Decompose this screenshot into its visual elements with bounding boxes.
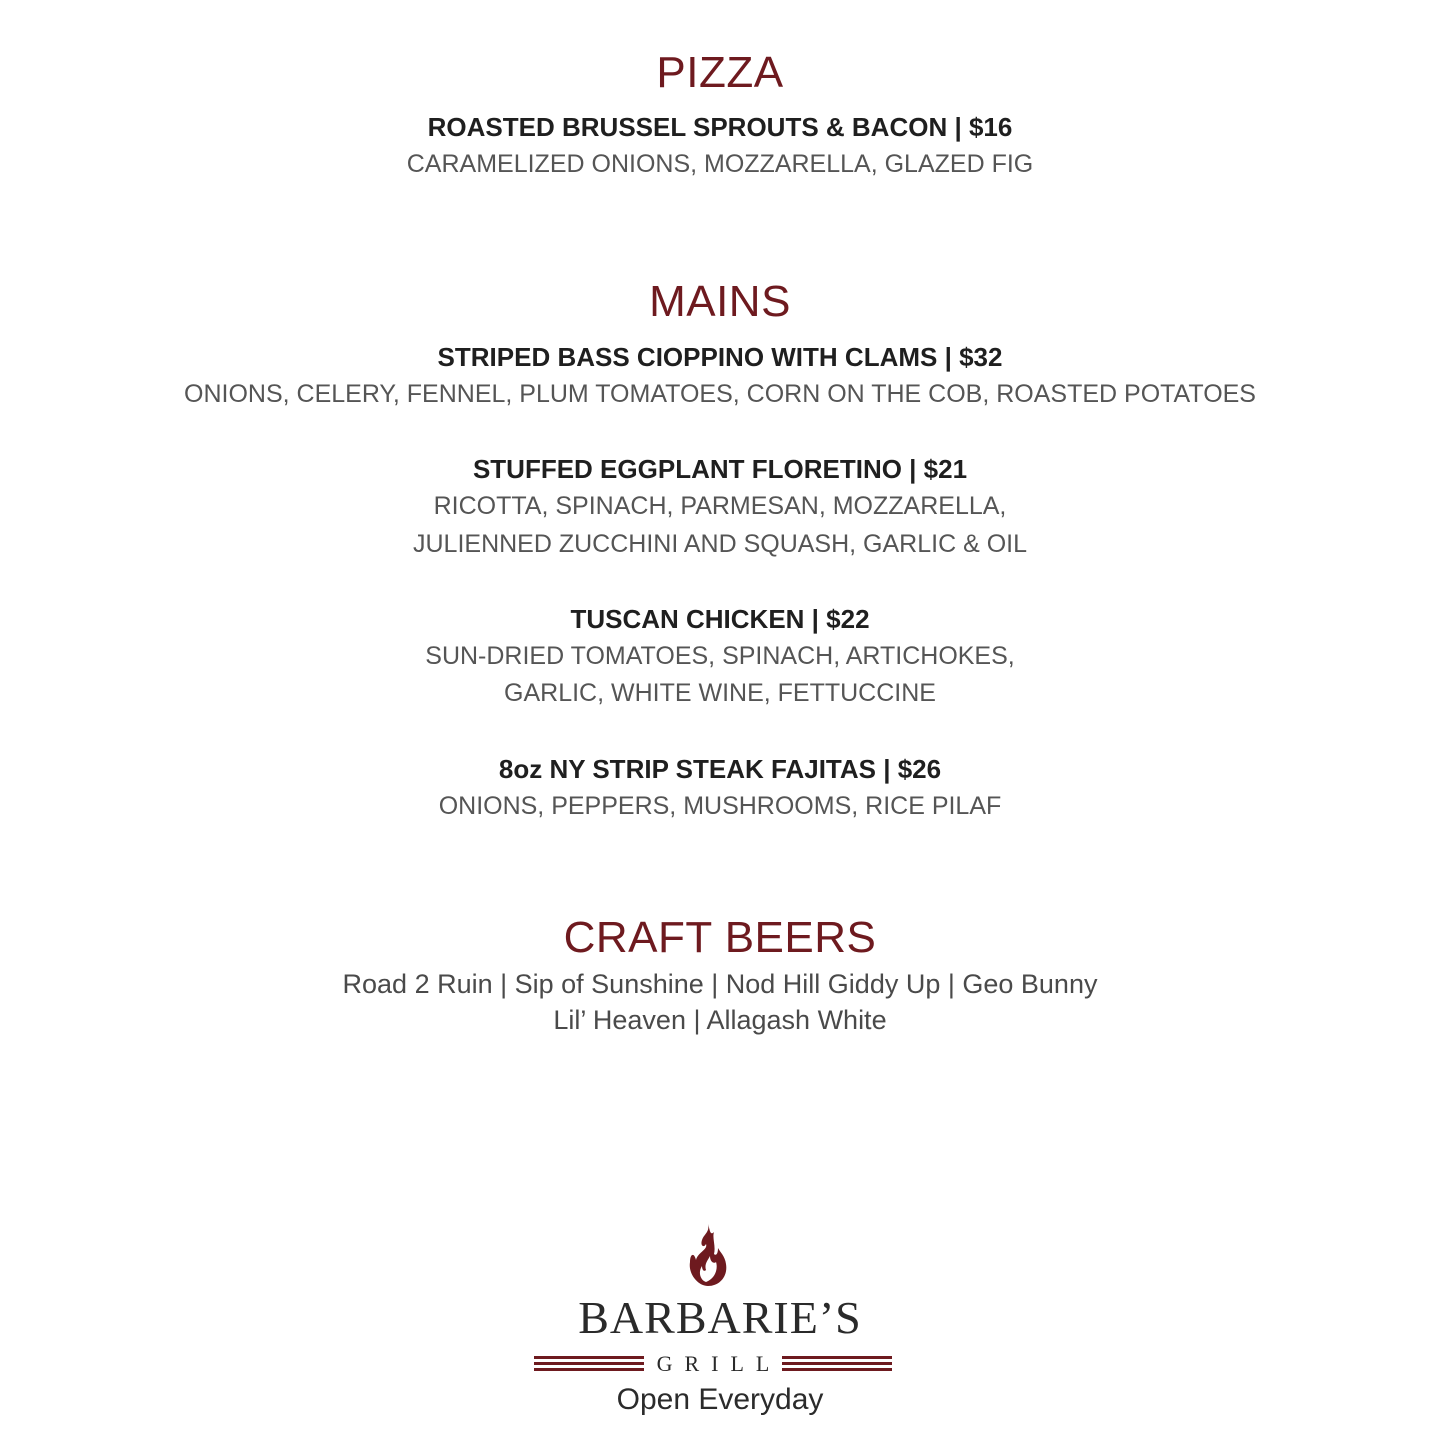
menu-item-name: 8oz NY STRIP STEAK FAJITAS | $26 [498, 754, 942, 784]
menu-item-name: ROASTED BRUSSEL SPROUTS & BACON | $16 [427, 112, 1013, 142]
brand-subtitle: GRILL [656, 1351, 782, 1376]
decorative-lines [782, 1356, 892, 1372]
menu-item-description: CARAMELIZED ONIONS, MOZZARELLA, GLAZED FIG [406, 150, 1034, 178]
beer-list-line: Road 2 Ruin | Sip of Sunshine | Nod Hill Giddy Up | Geo Bunny [342, 969, 1098, 999]
menu-item-name: STRIPED BASS CIOPPINO WITH CLAMS | $32 [437, 342, 1003, 372]
decorative-lines [534, 1356, 644, 1372]
menu-item-name: TUSCAN CHICKEN | $22 [570, 604, 870, 634]
brand-name: BARBARIE’S [578, 1292, 862, 1343]
menu-item-name: STUFFED EGGPLANT FLORETINO | $21 [472, 454, 968, 484]
menu-item-description: SUN-DRIED TOMATOES, SPINACH, ARTICHOKES, [425, 642, 1015, 670]
menu-item-description: ONIONS, PEPPERS, MUSHROOMS, RICE PILAF [438, 792, 1002, 820]
grill-wordmark [534, 1352, 892, 1376]
menu-item-description: GARLIC, WHITE WINE, FETTUCCINE [504, 679, 936, 707]
menu-item-description: JULIENNED ZUCCHINI AND SQUASH, GARLIC & OIL [412, 530, 1027, 558]
section-title-craft-beers: CRAFT BEERS [563, 913, 877, 962]
flame-icon [684, 1222, 732, 1288]
section-title-mains: MAINS [649, 277, 791, 326]
tagline: Open Everyday [616, 1383, 824, 1416]
menu-item-description: ONIONS, CELERY, FENNEL, PLUM TOMATOES, CORN ON THE COB, ROASTED POTATOES [184, 380, 1256, 408]
menu-item-description: RICOTTA, SPINACH, PARMESAN, MOZZARELLA, [433, 492, 1007, 520]
beer-list-line: Lil’ Heaven | Allagash White [553, 1005, 887, 1035]
section-title-pizza: PIZZA [656, 48, 784, 97]
